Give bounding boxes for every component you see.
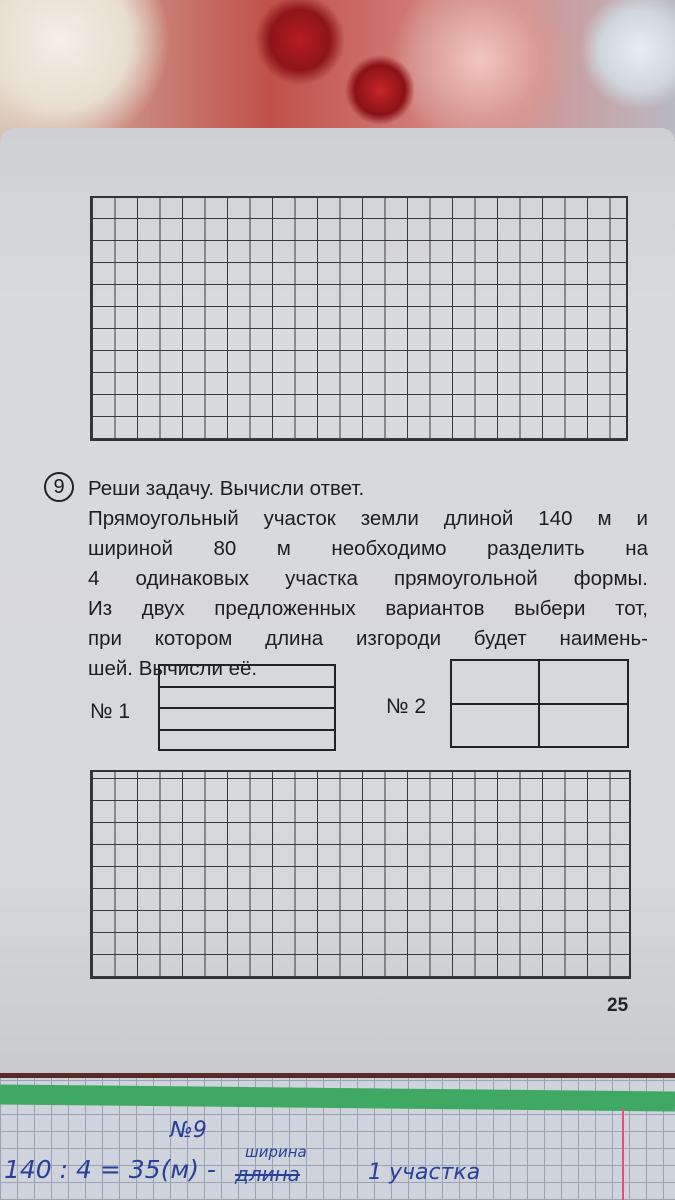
handwritten-struck-word: длина [235,1162,300,1186]
handwritten-correction: ширина [245,1143,307,1161]
task-line: шей. Вычисли её. [88,657,258,680]
task-line: Прямоугольный участок земли длиной 140 м и [88,507,648,530]
handwritten-tail: 1 участка [368,1160,481,1185]
task-line: Реши задачу. Вычисли ответ. [88,477,365,500]
task-number: 9 [44,472,74,502]
option-2-label: № 2 [386,695,427,718]
option-1-label: № 1 [90,700,131,723]
task-line: Из двух предложенных вариантов выбери тот, [88,597,648,620]
handwritten-heading: №9 [170,1118,207,1143]
option-1-diagram [158,664,336,751]
notebook-margin-line [622,1108,624,1200]
task-text [88,474,648,684]
task-line: 4 одинаковых участка прямоугольной формы. [88,567,648,590]
background-photo [0,0,675,140]
answer-grid-top [90,196,628,441]
task-line: шириной 80 м необходимо разделить на [88,537,648,560]
task-line: при котором длина изгороди будет наимень- [88,627,648,650]
page-number: 25 [607,995,629,1016]
answer-grid-bottom [90,770,631,979]
handwritten-equation: 140 : 4 = 35(м) - [4,1155,216,1184]
option-2-diagram [450,659,629,748]
